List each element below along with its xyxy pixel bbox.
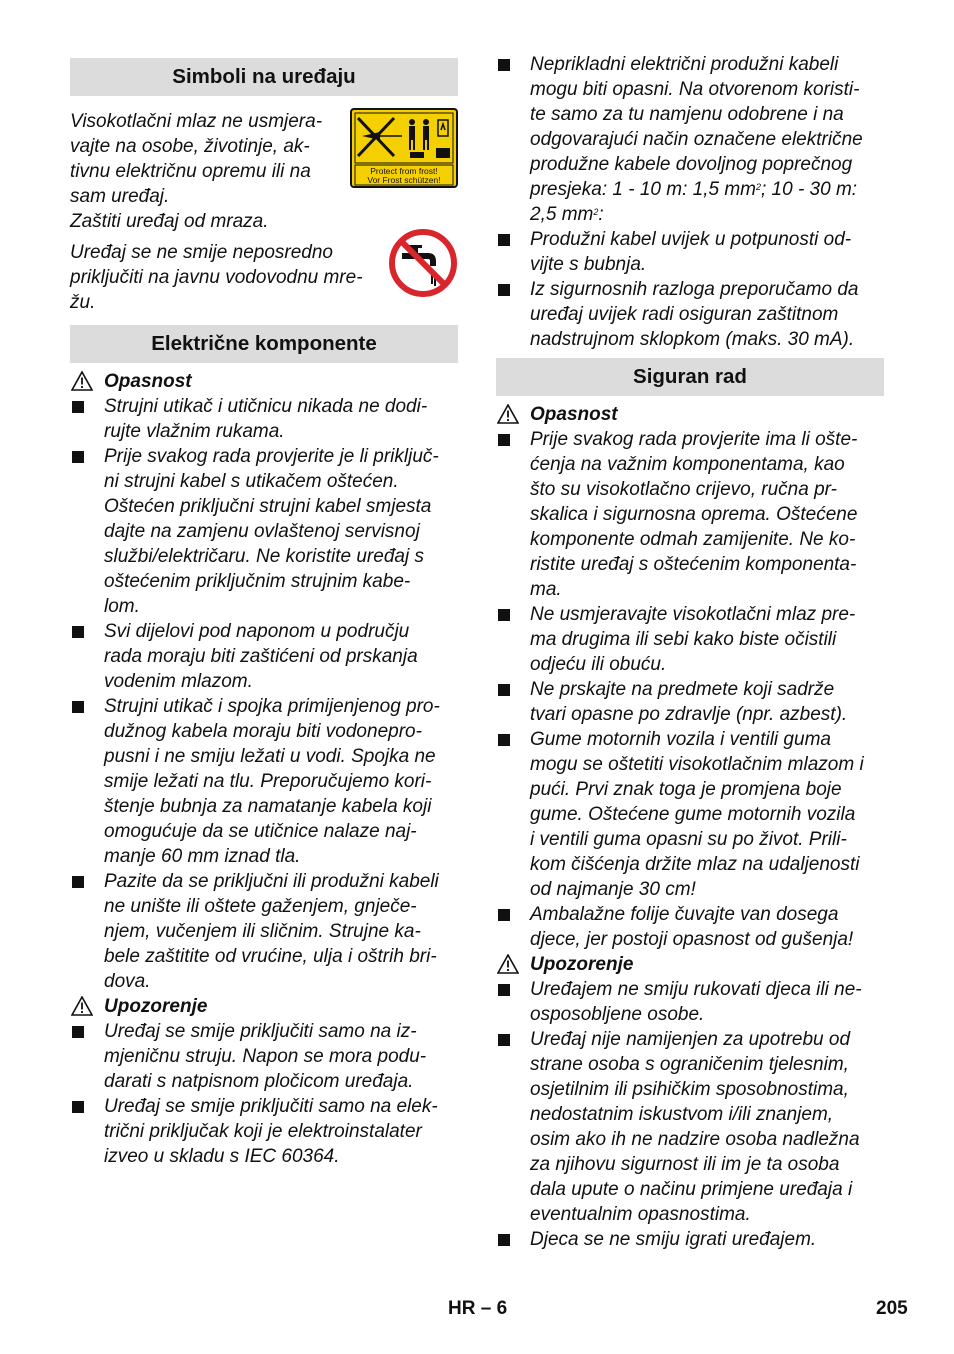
text-line: kom čišćenja držite mlaz na udaljenosti bbox=[530, 854, 860, 875]
cable-line-b: ; 10 - 30 m: bbox=[760, 179, 858, 200]
text-line: produžne kabele dovoljnog poprečnog bbox=[530, 154, 853, 175]
list-item bbox=[496, 277, 884, 352]
text-line: izveo u skladu s IEC 60364. bbox=[104, 1146, 340, 1167]
list-item bbox=[496, 1227, 884, 1252]
cable-list-continued bbox=[496, 227, 884, 352]
list-item bbox=[496, 1027, 884, 1227]
cable-line-a: presjeka: 1 - 10 m: 1,5 mm bbox=[530, 179, 756, 200]
no-water-supply-icon bbox=[388, 228, 458, 298]
text-line: mogu biti opasni. Na otvorenom koristi- bbox=[530, 79, 860, 100]
list-item bbox=[70, 694, 458, 869]
text-line: Strujni utikač i utičnicu nikada ne dodi- bbox=[104, 396, 428, 417]
electrical-warning-list bbox=[70, 1019, 458, 1169]
list-item bbox=[70, 619, 458, 694]
list-item bbox=[496, 227, 884, 277]
frost-warning-label-icon bbox=[350, 108, 458, 188]
section-heading-electrical: Električne komponente bbox=[70, 325, 458, 363]
text-line: Strujni utikač i spojka primijenjenog pro- bbox=[104, 696, 440, 717]
text-line: gume. Oštećene gume motornih vozila bbox=[530, 804, 856, 825]
text-line: eventualnim opasnostima. bbox=[530, 1204, 751, 1225]
cable-superscript-2: 2 bbox=[593, 207, 599, 217]
text-line: smije ležati na tlu. Preporučujemo kori- bbox=[104, 771, 432, 792]
warning-triangle-icon bbox=[71, 996, 93, 1016]
bullet-square-icon bbox=[498, 234, 510, 246]
text-line: Ambalažne folije čuvajte van dosega bbox=[530, 904, 839, 925]
text-line: djece, jer postoji opasnost od gušenja! bbox=[530, 929, 854, 950]
section-heading-symbols: Simboli na uređaju bbox=[70, 58, 458, 96]
text-line: manje 60 mm iznad tla. bbox=[104, 846, 301, 867]
bullet-square-icon bbox=[72, 1026, 84, 1038]
text-line: ćenja na važnim komponentama, kao bbox=[530, 454, 845, 475]
text-line: mogu se oštetiti visokotlačnim mlazom i bbox=[530, 754, 864, 775]
text-line: vijte s bubnja. bbox=[530, 254, 647, 275]
text-line: štenje bubnja za namatanje kabela koji bbox=[104, 796, 432, 817]
list-item bbox=[496, 977, 884, 1027]
bullet-square-icon bbox=[72, 401, 84, 413]
text-line: dova. bbox=[104, 971, 151, 992]
text-line: mjeničnu struju. Napon se mora podu- bbox=[104, 1046, 427, 1067]
right-column bbox=[496, 52, 884, 1252]
text-line: što su visokotlačno crijevo, ručna pr- bbox=[530, 479, 837, 500]
list-item bbox=[496, 727, 884, 902]
text-line: skalica i sigurnosna oprema. Oštećene bbox=[530, 504, 858, 525]
text-line: Uređajem ne smiju rukovati djeca ili ne- bbox=[530, 979, 862, 1000]
bullet-square-icon bbox=[498, 909, 510, 921]
text-line: Prije svakog rada provjerite ima li ošte- bbox=[530, 429, 858, 450]
list-item-extension-cable bbox=[496, 52, 884, 227]
electrical-danger-list bbox=[70, 394, 458, 994]
text-line: komponente odmah zamijenite. Ne ko- bbox=[530, 529, 856, 550]
text-line: dužnog kabela moraju biti vodonepro- bbox=[104, 721, 422, 742]
text-line: Uređaj se smije priključiti samo na elek- bbox=[104, 1096, 438, 1117]
text-line: rujte vlažnim rukama. bbox=[104, 421, 285, 442]
danger-label: Opasnost bbox=[104, 371, 192, 392]
cable-superscript-1: 2 bbox=[755, 182, 761, 192]
text-line: omogućuje da se utičnice nalaze naj- bbox=[104, 821, 417, 842]
text-line: ma drugima ili sebi kako biste očistili bbox=[530, 629, 837, 650]
text-line: odjeću ili obuću. bbox=[530, 654, 667, 675]
danger-notice-electrical bbox=[70, 369, 458, 394]
bullet-square-icon bbox=[498, 684, 510, 696]
safe-warning-list bbox=[496, 977, 884, 1252]
text-line: Uređaj nije namijenjen za upotrebu od bbox=[530, 1029, 851, 1050]
text-line: i ventili guma opasni su po život. Prili- bbox=[530, 829, 847, 850]
text-line: priključiti na javnu vodovodnu mre- bbox=[70, 267, 363, 288]
warning-notice-safe bbox=[496, 952, 884, 977]
text-line: Zaštiti uređaj od mraza. bbox=[70, 211, 269, 232]
text-line: tvari opasne po zdravlje (npr. azbest). bbox=[530, 704, 848, 725]
list-item bbox=[70, 394, 458, 444]
text-line: oštećenim priključnim strujnim kabe- bbox=[104, 571, 411, 592]
text-line: Ne usmjeravajte visokotlačni mlaz pre- bbox=[530, 604, 856, 625]
text-line: uređaj uvijek radi osiguran zaštitnom bbox=[530, 304, 839, 325]
text-line: te samo za tu namjenu odobrene i na bbox=[530, 104, 844, 125]
text-line: trični priključak koji je elektroinstalater bbox=[104, 1121, 422, 1142]
text-line: osposobljene osobe. bbox=[530, 1004, 705, 1025]
list-item bbox=[70, 444, 458, 619]
text-line: Svi dijelovi pod naponom u području bbox=[104, 621, 410, 642]
text-line: rada moraju biti zaštićeni od prskanja bbox=[104, 646, 418, 667]
text-line: ristite uređaj s oštećenim komponenta- bbox=[530, 554, 857, 575]
list-item bbox=[496, 902, 884, 952]
text-line: vajte na osobe, životinje, ak- bbox=[70, 136, 310, 157]
text-line: od najmanje 30 cm! bbox=[530, 879, 696, 900]
footer-page-number: 205 bbox=[876, 1298, 908, 1319]
warning-triangle-icon bbox=[497, 954, 519, 974]
text-line: Oštećen priključni strujni kabel smjesta bbox=[104, 496, 432, 517]
text-line: ma. bbox=[530, 579, 562, 600]
text-line: Gume motornih vozila i ventili guma bbox=[530, 729, 831, 750]
bullet-square-icon bbox=[72, 1101, 84, 1113]
text-line: Visokotlačni mlaz ne usmjera- bbox=[70, 111, 323, 132]
text-line: Uređaj se smije priključiti samo na iz- bbox=[104, 1021, 417, 1042]
bullet-square-icon bbox=[498, 734, 510, 746]
text-line: odgovarajući način označene električne bbox=[530, 129, 863, 150]
frost-label-line-1: Protect from frost! bbox=[370, 166, 438, 176]
text-line: njem, vučenjem ili sličnim. Strujne ka- bbox=[104, 921, 421, 942]
bullet-square-icon bbox=[72, 876, 84, 888]
symbol-row-jet bbox=[70, 109, 458, 235]
bullet-square-icon bbox=[72, 701, 84, 713]
warning-triangle-icon bbox=[497, 404, 519, 424]
text-line: bele zaštitite od vrućine, ulja i oštrih bri- bbox=[104, 946, 437, 967]
warning-label: Upozorenje bbox=[530, 954, 634, 975]
list-item bbox=[70, 1019, 458, 1094]
text-line: dajte na zamjenu ovlaštenoj servisnoj bbox=[104, 521, 420, 542]
text-line: žu. bbox=[70, 292, 96, 313]
text-line: nedostatnim iskustvom i/ili znanjem, bbox=[530, 1104, 834, 1125]
list-item bbox=[70, 869, 458, 994]
bullet-square-icon bbox=[498, 1034, 510, 1046]
list-item bbox=[496, 602, 884, 677]
cable-text bbox=[530, 52, 884, 177]
list-item bbox=[496, 427, 884, 602]
left-column bbox=[70, 58, 458, 1169]
bullet-square-icon bbox=[72, 626, 84, 638]
bullet-square-icon bbox=[498, 984, 510, 996]
text-line: Uređaj se ne smije neposredno bbox=[70, 242, 333, 263]
text-line: darati s natpisnom pločicom uređaja. bbox=[104, 1071, 414, 1092]
cable-line-d: : bbox=[598, 204, 604, 225]
text-line: pusni i ne smiju ležati u vodi. Spojka ne bbox=[104, 746, 436, 767]
frost-label-line-2: Vor Frost schützen! bbox=[367, 175, 441, 185]
text-line: osim ako ih ne nadzire osoba nadležna bbox=[530, 1129, 860, 1150]
bullet-square-icon bbox=[498, 59, 510, 71]
text-line: nadstrujnom sklopkom (maks. 30 mA). bbox=[530, 329, 855, 350]
symbol-row-water bbox=[70, 240, 458, 317]
text-line: dala upute o načinu primjene uređaja i bbox=[530, 1179, 853, 1200]
symbol-jet-text bbox=[70, 109, 345, 234]
text-line: ni strujni kabel s utikačem oštećen. bbox=[104, 471, 399, 492]
text-line: pući. Prvi znak toga je promjena boje bbox=[530, 779, 842, 800]
text-line: Prije svakog rada provjerite je li priključ- bbox=[104, 446, 439, 467]
cable-line-c: 2,5 mm bbox=[530, 204, 594, 225]
list-item bbox=[70, 1094, 458, 1169]
text-line: sam uređaj. bbox=[70, 186, 170, 207]
text-line: osjetilnim ili psihičkim sposobnostima, bbox=[530, 1079, 849, 1100]
list-item bbox=[496, 677, 884, 727]
danger-label: Opasnost bbox=[530, 404, 618, 425]
warning-label: Upozorenje bbox=[104, 996, 208, 1017]
text-line: strane osoba s ograničenim tjelesnim, bbox=[530, 1054, 849, 1075]
text-line: Produžni kabel uvijek u potpunosti od- bbox=[530, 229, 852, 250]
text-line: Pazite da se priključni ili produžni kabeli bbox=[104, 871, 439, 892]
text-line: ne unište ili oštete gaženjem, gnječe- bbox=[104, 896, 417, 917]
text-line: tivnu električnu opremu ili na bbox=[70, 161, 311, 182]
bullet-square-icon bbox=[498, 1234, 510, 1246]
text-line: Neprikladni električni produžni kabeli bbox=[530, 54, 839, 75]
text-line: lom. bbox=[104, 596, 140, 617]
bullet-square-icon bbox=[498, 434, 510, 446]
safe-danger-list bbox=[496, 427, 884, 952]
text-line: vodenim mlazom. bbox=[104, 671, 253, 692]
symbol-water-text bbox=[70, 240, 390, 315]
text-line: službi/električaru. Ne koristite uređaj s bbox=[104, 546, 424, 567]
text-line: Djeca se ne smiju igrati uređajem. bbox=[530, 1229, 817, 1250]
bullet-square-icon bbox=[498, 609, 510, 621]
footer-section-number: HR – 6 bbox=[448, 1298, 508, 1319]
warning-notice-electrical bbox=[70, 994, 458, 1019]
text-line: Iz sigurnosnih razloga preporučamo da bbox=[530, 279, 859, 300]
warning-triangle-icon bbox=[71, 371, 93, 391]
text-line: za njihovu sigurnost ili im je ta osoba bbox=[530, 1154, 840, 1175]
danger-notice-safe bbox=[496, 402, 884, 427]
section-heading-safe-operation: Siguran rad bbox=[496, 358, 884, 396]
bullet-square-icon bbox=[72, 451, 84, 463]
text-line: Ne prskajte na predmete koji sadrže bbox=[530, 679, 835, 700]
bullet-square-icon bbox=[498, 284, 510, 296]
